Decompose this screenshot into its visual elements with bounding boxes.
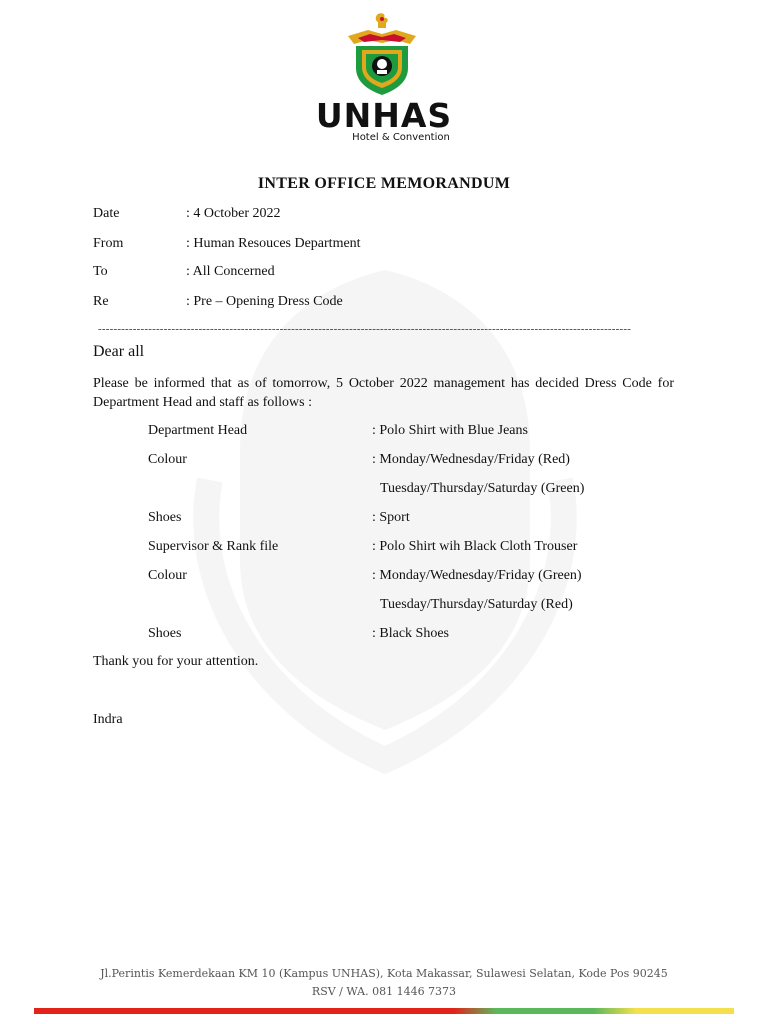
footer-address: Jl.Perintis Kemerdekaan KM 10 (Kampus UNHAS), Kota Makassar, Sulawesi Selatan, Kode Pos 90245 [100, 967, 668, 980]
dress-code-continuation: Tuesday/Thursday/Saturday (Green) [380, 481, 585, 496]
footer-color-bar [34, 1008, 734, 1014]
memo-field-label: To [93, 264, 108, 279]
unhas-emblem-logo [344, 12, 420, 96]
dress-code-value: : Black Shoes [372, 626, 449, 641]
memo-field-label: Re [93, 294, 109, 309]
dress-code-continuation: Tuesday/Thursday/Saturday (Red) [380, 597, 573, 612]
dashed-divider: ------------------------------------------------------------------------------------------------------------------------------------------ [98, 323, 632, 335]
intro-paragraph: Please be informed that as of tomorrow, 5 October 2022 management has decided Dress Code for Department Head and staff as follows : [93, 376, 674, 410]
memo-title: INTER OFFICE MEMORANDUM [257, 175, 511, 192]
dress-code-value: : Sport [372, 510, 410, 525]
signer-name: Indra [93, 712, 123, 727]
memo-field-label: From [93, 236, 124, 251]
dress-code-value: : Monday/Wednesday/Friday (Red) [372, 452, 570, 467]
greeting: Dear all [93, 343, 145, 360]
dress-code-value: : Polo Shirt with Blue Jeans [372, 423, 528, 438]
dress-code-value: : Polo Shirt wih Black Cloth Trouser [372, 539, 578, 554]
dress-code-label: Department Head [148, 423, 248, 438]
dress-code-value: : Monday/Wednesday/Friday (Green) [372, 568, 582, 583]
memo-field-value: : Human Resouces Department [186, 236, 361, 251]
memo-field-value: : 4 October 2022 [186, 206, 281, 221]
footer-contact: RSV / WA. 081 1446 7373 [311, 985, 457, 998]
brand-subtitle: Hotel & Convention [352, 132, 450, 143]
brand-name: UNHAS [315, 96, 453, 135]
dress-code-label: Colour [148, 452, 187, 467]
dress-code-label: Shoes [148, 510, 182, 525]
closing-line: Thank you for your attention. [93, 654, 259, 669]
memo-field-value: : All Concerned [186, 264, 275, 279]
dress-code-label: Supervisor & Rank file [148, 539, 279, 554]
brand-block [300, 96, 468, 143]
dress-code-label: Shoes [148, 626, 182, 641]
dress-code-label: Colour [148, 568, 187, 583]
memo-field-label: Date [93, 206, 120, 221]
memo-field-value: : Pre – Opening Dress Code [186, 294, 343, 309]
